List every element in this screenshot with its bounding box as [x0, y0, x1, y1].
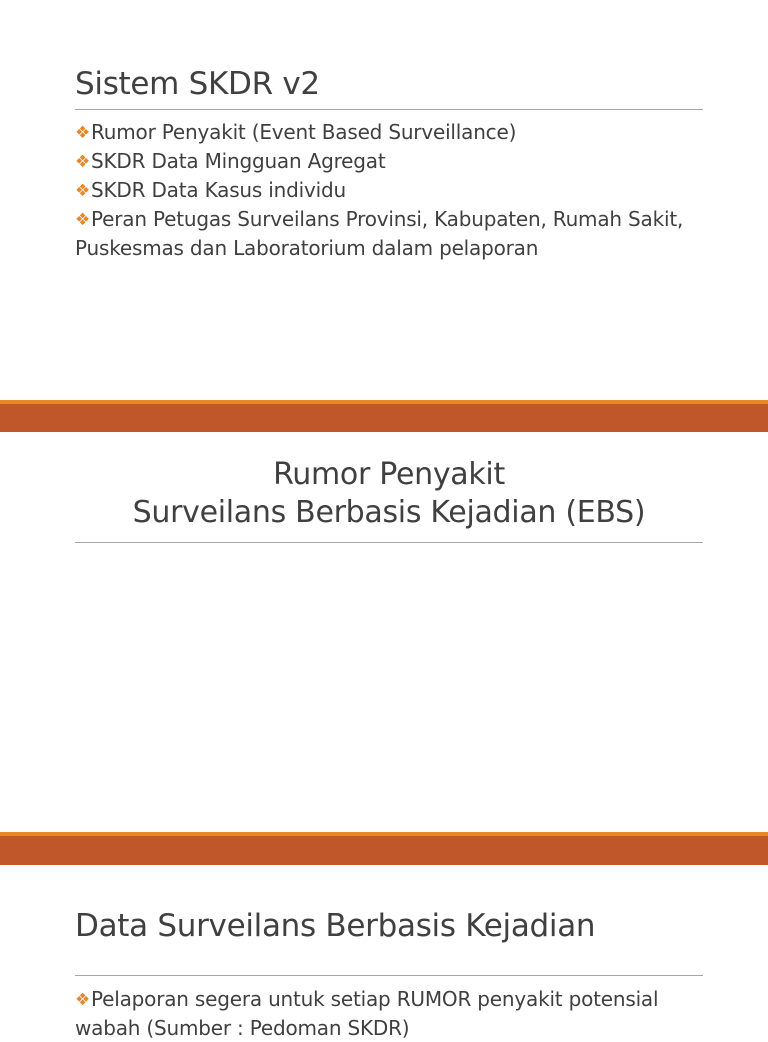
bullet-item: [75, 985, 715, 1042]
diamond-bullet-icon: ❖: [75, 123, 91, 143]
slide-1-title-rule: [75, 109, 703, 110]
bullet-item: [75, 147, 715, 176]
slide-3-title: Data Surveilans Berbasis Kejadian: [75, 908, 596, 944]
slide-2-title-rule: [75, 542, 703, 543]
diamond-bullet-icon: ❖: [75, 181, 91, 201]
slide-3: [0, 865, 768, 1040]
bullet-text: SKDR Data Kasus individu: [91, 178, 346, 202]
bullet-item: [75, 118, 715, 147]
bullet-text: Rumor Penyakit (Event Based Surveillance): [91, 120, 517, 144]
slide-2: [0, 432, 768, 832]
slide-separator-band: [0, 400, 768, 432]
diamond-bullet-icon: ❖: [75, 152, 91, 172]
slide-separator-band: [0, 832, 768, 865]
bullet-text: Peran Petugas Surveilans Provinsi, Kabupaten, Rumah Sakit, Puskesmas dan Laboratorium dalam pelaporan: [75, 207, 684, 260]
bullet-text: SKDR Data Mingguan Agregat: [91, 149, 386, 173]
slide-3-title-rule: [75, 975, 703, 976]
slide-1: [0, 0, 768, 400]
bullet-item: [75, 176, 715, 205]
slide-2-title-line-2: Surveilans Berbasis Kejadian (EBS): [132, 495, 646, 530]
bullet-text: Pelaporan segera untuk setiap RUMOR penyakit potensial wabah (Sumber : Pedoman SKDR): [75, 987, 659, 1040]
slide-1-bullet-list: [75, 118, 715, 262]
diamond-bullet-icon: ❖: [75, 990, 91, 1010]
slide-2-title: [75, 456, 703, 532]
bullet-item: [75, 205, 715, 262]
slide-3-bullet-list: [75, 985, 715, 1042]
slide-2-title-line-1: Rumor Penyakit: [273, 457, 505, 492]
slide-1-title: Sistem SKDR v2: [75, 66, 320, 102]
diamond-bullet-icon: ❖: [75, 210, 91, 230]
